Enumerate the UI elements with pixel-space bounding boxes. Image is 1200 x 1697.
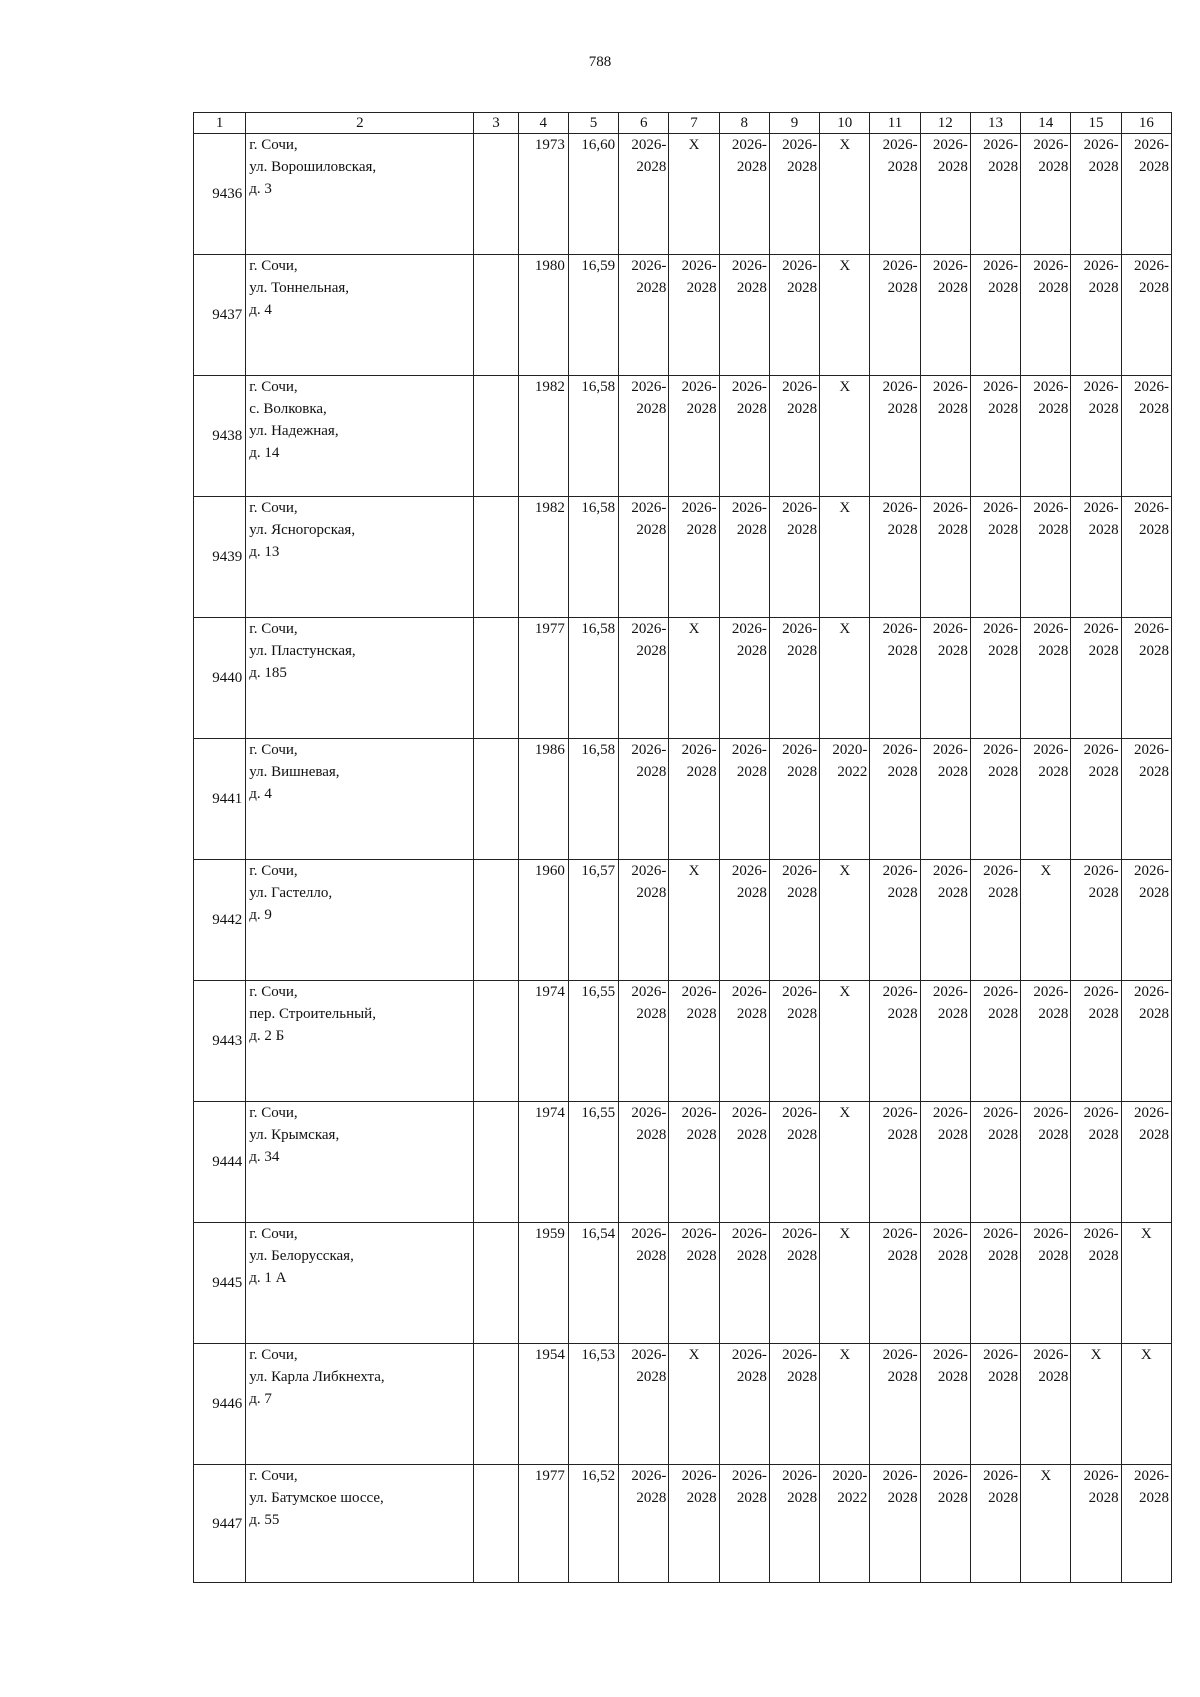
- period-cell: 2026- 2028: [970, 1465, 1020, 1583]
- period-cell: 2026- 2028: [769, 981, 819, 1102]
- address-line: д. 3: [249, 181, 272, 197]
- address-line: г. Сочи,: [249, 1105, 298, 1121]
- column-header-13: 13: [970, 113, 1020, 134]
- period-cell: [669, 618, 719, 739]
- address-line: д. 4: [249, 302, 272, 318]
- x-mark: X: [839, 1105, 851, 1121]
- value-cell: 16,57: [568, 860, 618, 981]
- period-cell: 2026- 2028: [769, 1102, 819, 1223]
- period-cell: 2026- 2028: [1121, 1465, 1171, 1583]
- column-header-14: 14: [1021, 113, 1071, 134]
- period-cell: [820, 497, 870, 618]
- column-header-15: 15: [1071, 113, 1121, 134]
- table-row: [194, 860, 1172, 981]
- address-cell: [246, 618, 474, 739]
- address-cell: [246, 739, 474, 860]
- period-cell: 2026- 2028: [970, 1102, 1020, 1223]
- period-cell: 2026- 2028: [719, 376, 769, 497]
- column-header-4: 4: [518, 113, 568, 134]
- x-mark: X: [839, 984, 851, 1000]
- period-cell: 2026- 2028: [769, 1344, 819, 1465]
- address-line: с. Волковка,: [249, 401, 327, 417]
- period-cell: 2026- 2028: [719, 255, 769, 376]
- address-line: д. 1 А: [249, 1270, 287, 1286]
- period-cell: [1021, 1465, 1071, 1583]
- table-body: [194, 134, 1172, 1583]
- period-cell: 2026- 2028: [920, 1465, 970, 1583]
- period-cell: 2026- 2028: [870, 1223, 920, 1344]
- value-cell: 16,55: [568, 1102, 618, 1223]
- year-cell: 1974: [518, 1102, 568, 1223]
- table-row: [194, 1465, 1172, 1583]
- address-line: ул. Карла Либкнехта,: [249, 1369, 385, 1385]
- address-line: ул. Ворошиловская,: [249, 159, 377, 175]
- x-mark: X: [688, 863, 700, 879]
- period-cell: [1071, 1344, 1121, 1465]
- column-header-1: 1: [194, 113, 246, 134]
- period-cell: 2026- 2028: [920, 860, 970, 981]
- period-cell: 2026- 2028: [769, 618, 819, 739]
- period-cell: [820, 134, 870, 255]
- row-number: 9442: [194, 860, 246, 981]
- period-cell: 2026- 2028: [1121, 739, 1171, 860]
- period-cell: 2026- 2028: [920, 376, 970, 497]
- empty-cell: [474, 1465, 518, 1583]
- x-mark: X: [839, 621, 851, 637]
- period-cell: 2026- 2028: [769, 1465, 819, 1583]
- column-header-8: 8: [719, 113, 769, 134]
- period-cell: [820, 255, 870, 376]
- address-cell: [246, 860, 474, 981]
- period-cell: 2026- 2028: [870, 981, 920, 1102]
- empty-cell: [474, 860, 518, 981]
- value-cell: 16,53: [568, 1344, 618, 1465]
- period-cell: 2026- 2028: [1071, 134, 1121, 255]
- row-number: 9443: [194, 981, 246, 1102]
- period-cell: 2026- 2028: [619, 739, 669, 860]
- period-cell: 2026- 2028: [1121, 376, 1171, 497]
- period-cell: 2026- 2028: [870, 860, 920, 981]
- period-cell: 2026- 2028: [619, 618, 669, 739]
- x-mark: X: [1040, 1468, 1052, 1484]
- period-cell: 2026- 2028: [719, 1102, 769, 1223]
- address-line: ул. Ясногорская,: [249, 522, 356, 538]
- x-mark: X: [688, 1347, 700, 1363]
- period-cell: 2026- 2028: [719, 1223, 769, 1344]
- period-cell: 2026- 2028: [970, 860, 1020, 981]
- x-mark: X: [1140, 1347, 1152, 1363]
- period-cell: 2026- 2028: [619, 255, 669, 376]
- address-line: г. Сочи,: [249, 621, 298, 637]
- address-cell: [246, 1465, 474, 1583]
- column-header-3: 3: [474, 113, 518, 134]
- period-cell: [1121, 1223, 1171, 1344]
- empty-cell: [474, 1344, 518, 1465]
- address-line: ул. Гастелло,: [249, 885, 333, 901]
- year-cell: 1980: [518, 255, 568, 376]
- address-line: д. 2 Б: [249, 1028, 285, 1044]
- period-cell: 2026- 2028: [920, 255, 970, 376]
- row-number: 9447: [194, 1465, 246, 1583]
- period-cell: 2026- 2028: [1121, 497, 1171, 618]
- empty-cell: [474, 376, 518, 497]
- address-line: г. Сочи,: [249, 863, 298, 879]
- x-mark: X: [839, 258, 851, 274]
- row-number: 9439: [194, 497, 246, 618]
- period-cell: 2026- 2028: [920, 618, 970, 739]
- year-cell: 1959: [518, 1223, 568, 1344]
- period-cell: [820, 860, 870, 981]
- period-cell: 2026- 2028: [669, 376, 719, 497]
- period-cell: 2026- 2028: [719, 1465, 769, 1583]
- period-cell: 2026- 2028: [970, 739, 1020, 860]
- period-cell: 2026- 2028: [619, 1465, 669, 1583]
- row-number: 9441: [194, 739, 246, 860]
- period-cell: 2026- 2028: [619, 376, 669, 497]
- period-cell: 2026- 2028: [769, 497, 819, 618]
- x-mark: X: [839, 863, 851, 879]
- period-cell: 2026- 2028: [970, 1344, 1020, 1465]
- empty-cell: [474, 1102, 518, 1223]
- table-row: [194, 618, 1172, 739]
- period-cell: 2026- 2028: [769, 1223, 819, 1344]
- period-cell: [820, 618, 870, 739]
- address-cell: [246, 1223, 474, 1344]
- period-cell: 2026- 2028: [769, 376, 819, 497]
- x-mark: X: [1090, 1347, 1102, 1363]
- row-number: 9440: [194, 618, 246, 739]
- table-row: [194, 1223, 1172, 1344]
- empty-cell: [474, 255, 518, 376]
- address-line: г. Сочи,: [249, 742, 298, 758]
- period-cell: 2026- 2028: [719, 860, 769, 981]
- period-cell: 2026- 2028: [719, 981, 769, 1102]
- period-cell: 2026- 2028: [1071, 981, 1121, 1102]
- address-line: г. Сочи,: [249, 258, 298, 274]
- address-line: ул. Батумское шоссе,: [249, 1490, 384, 1506]
- address-line: д. 4: [249, 786, 272, 802]
- x-mark: X: [688, 137, 700, 153]
- year-cell: 1973: [518, 134, 568, 255]
- repair-schedule-table: [193, 112, 1172, 1583]
- x-mark: X: [839, 137, 851, 153]
- period-cell: 2026- 2028: [1121, 618, 1171, 739]
- period-cell: 2026- 2028: [669, 1102, 719, 1223]
- table-row: [194, 1344, 1172, 1465]
- period-cell: 2026- 2028: [669, 1223, 719, 1344]
- period-cell: 2026- 2028: [669, 1465, 719, 1583]
- period-cell: 2026- 2028: [669, 497, 719, 618]
- column-header-12: 12: [920, 113, 970, 134]
- period-cell: 2026- 2028: [1021, 134, 1071, 255]
- address-line: ул. Пластунская,: [249, 643, 356, 659]
- table-row: [194, 497, 1172, 618]
- period-cell: 2026- 2028: [870, 739, 920, 860]
- address-line: г. Сочи,: [249, 137, 298, 153]
- table-row: [194, 981, 1172, 1102]
- period-cell: [820, 1102, 870, 1223]
- empty-cell: [474, 1223, 518, 1344]
- period-cell: 2026- 2028: [1071, 1223, 1121, 1344]
- period-cell: 2026- 2028: [870, 497, 920, 618]
- value-cell: 16,58: [568, 739, 618, 860]
- address-line: д. 13: [249, 544, 280, 560]
- address-line: д. 14: [249, 445, 280, 461]
- period-cell: 2026- 2028: [619, 981, 669, 1102]
- period-cell: [820, 376, 870, 497]
- period-cell: 2026- 2028: [870, 1102, 920, 1223]
- period-cell: 2026- 2028: [769, 739, 819, 860]
- period-cell: 2026- 2028: [1071, 255, 1121, 376]
- address-cell: [246, 1344, 474, 1465]
- period-cell: 2026- 2028: [870, 618, 920, 739]
- period-cell: 2026- 2028: [1021, 981, 1071, 1102]
- period-cell: 2026- 2028: [970, 1223, 1020, 1344]
- period-cell: [669, 1344, 719, 1465]
- period-cell: 2026- 2028: [1071, 1102, 1121, 1223]
- period-cell: 2026- 2028: [719, 497, 769, 618]
- address-cell: [246, 981, 474, 1102]
- period-cell: 2026- 2028: [920, 1344, 970, 1465]
- address-line: ул. Вишневая,: [249, 764, 340, 780]
- year-cell: 1986: [518, 739, 568, 860]
- row-number: 9437: [194, 255, 246, 376]
- period-cell: 2026- 2028: [920, 497, 970, 618]
- value-cell: 16,54: [568, 1223, 618, 1344]
- period-cell: [1021, 860, 1071, 981]
- period-cell: 2026- 2028: [719, 618, 769, 739]
- value-cell: 16,55: [568, 981, 618, 1102]
- address-line: ул. Тоннельная,: [249, 280, 349, 296]
- period-cell: 2026- 2028: [970, 255, 1020, 376]
- period-cell: 2026- 2028: [769, 860, 819, 981]
- period-cell: 2026- 2028: [719, 134, 769, 255]
- table-row: [194, 1102, 1172, 1223]
- period-cell: 2026- 2028: [1071, 1465, 1121, 1583]
- period-cell: 2026- 2028: [1071, 860, 1121, 981]
- period-cell: 2026- 2028: [970, 981, 1020, 1102]
- period-cell: 2026- 2028: [1021, 618, 1071, 739]
- address-line: г. Сочи,: [249, 1347, 298, 1363]
- x-mark: X: [688, 621, 700, 637]
- address-cell: [246, 134, 474, 255]
- period-cell: 2026- 2028: [769, 255, 819, 376]
- address-line: г. Сочи,: [249, 984, 298, 1000]
- period-cell: 2026- 2028: [669, 981, 719, 1102]
- address-line: д. 34: [249, 1149, 280, 1165]
- period-cell: [820, 1344, 870, 1465]
- empty-cell: [474, 497, 518, 618]
- period-cell: [669, 134, 719, 255]
- empty-cell: [474, 981, 518, 1102]
- address-line: д. 55: [249, 1512, 280, 1528]
- period-cell: 2026- 2028: [920, 739, 970, 860]
- address-line: г. Сочи,: [249, 1226, 298, 1242]
- period-cell: 2026- 2028: [1121, 255, 1171, 376]
- period-cell: 2026- 2028: [669, 739, 719, 860]
- period-cell: 2026- 2028: [619, 1102, 669, 1223]
- period-cell: 2026- 2028: [619, 497, 669, 618]
- period-cell: 2026- 2028: [970, 134, 1020, 255]
- x-mark: X: [1140, 1226, 1152, 1242]
- empty-cell: [474, 618, 518, 739]
- table-row: [194, 134, 1172, 255]
- address-line: г. Сочи,: [249, 1468, 298, 1484]
- empty-cell: [474, 739, 518, 860]
- period-cell: 2026- 2028: [1121, 860, 1171, 981]
- address-line: д. 9: [249, 907, 272, 923]
- address-line: д. 7: [249, 1391, 272, 1407]
- column-header-10: 10: [820, 113, 870, 134]
- column-header-11: 11: [870, 113, 920, 134]
- period-cell: 2026- 2028: [769, 134, 819, 255]
- period-cell: 2026- 2028: [1021, 497, 1071, 618]
- address-line: г. Сочи,: [249, 379, 298, 395]
- period-cell: 2026- 2028: [920, 981, 970, 1102]
- address-line: ул. Надежная,: [249, 423, 339, 439]
- table-row: [194, 255, 1172, 376]
- period-cell: [669, 860, 719, 981]
- x-mark: X: [839, 1226, 851, 1242]
- period-cell: 2026- 2028: [970, 497, 1020, 618]
- period-cell: 2026- 2028: [920, 1102, 970, 1223]
- empty-cell: [474, 134, 518, 255]
- year-cell: 1977: [518, 618, 568, 739]
- period-cell: 2026- 2028: [1121, 981, 1171, 1102]
- column-header-9: 9: [769, 113, 819, 134]
- period-cell: 2026- 2028: [920, 134, 970, 255]
- year-cell: 1977: [518, 1465, 568, 1583]
- period-cell: 2026- 2028: [1021, 255, 1071, 376]
- address-line: ул. Крымская,: [249, 1127, 340, 1143]
- value-cell: 16,58: [568, 376, 618, 497]
- value-cell: 16,60: [568, 134, 618, 255]
- year-cell: 1960: [518, 860, 568, 981]
- year-cell: 1982: [518, 497, 568, 618]
- address-line: г. Сочи,: [249, 500, 298, 516]
- period-cell: 2026- 2028: [970, 618, 1020, 739]
- period-cell: [820, 981, 870, 1102]
- period-cell: 2026- 2028: [970, 376, 1020, 497]
- period-cell: [820, 1223, 870, 1344]
- period-cell: 2020- 2022: [820, 1465, 870, 1583]
- period-cell: 2026- 2028: [1121, 134, 1171, 255]
- period-cell: 2026- 2028: [870, 1465, 920, 1583]
- period-cell: 2026- 2028: [870, 134, 920, 255]
- period-cell: 2026- 2028: [1021, 376, 1071, 497]
- value-cell: 16,59: [568, 255, 618, 376]
- column-number-header-row: [194, 113, 1172, 134]
- period-cell: 2026- 2028: [1121, 1102, 1171, 1223]
- period-cell: 2026- 2028: [719, 739, 769, 860]
- period-cell: 2026- 2028: [1021, 1344, 1071, 1465]
- address-cell: [246, 1102, 474, 1223]
- address-cell: [246, 497, 474, 618]
- value-cell: 16,58: [568, 618, 618, 739]
- period-cell: 2026- 2028: [1071, 376, 1121, 497]
- period-cell: 2026- 2028: [669, 255, 719, 376]
- period-cell: [1121, 1344, 1171, 1465]
- period-cell: 2020- 2022: [820, 739, 870, 860]
- period-cell: 2026- 2028: [870, 255, 920, 376]
- year-cell: 1974: [518, 981, 568, 1102]
- table-row: [194, 376, 1172, 497]
- period-cell: 2026- 2028: [1071, 739, 1121, 860]
- x-mark: X: [839, 379, 851, 395]
- column-header-7: 7: [669, 113, 719, 134]
- period-cell: 2026- 2028: [619, 1223, 669, 1344]
- x-mark: X: [1040, 863, 1052, 879]
- period-cell: 2026- 2028: [1021, 739, 1071, 860]
- period-cell: 2026- 2028: [1071, 618, 1121, 739]
- address-cell: [246, 255, 474, 376]
- value-cell: 16,52: [568, 1465, 618, 1583]
- period-cell: 2026- 2028: [870, 376, 920, 497]
- period-cell: 2026- 2028: [619, 1344, 669, 1465]
- column-header-5: 5: [568, 113, 618, 134]
- row-number: 9445: [194, 1223, 246, 1344]
- x-mark: X: [839, 1347, 851, 1363]
- address-line: ул. Белорусская,: [249, 1248, 354, 1264]
- value-cell: 16,58: [568, 497, 618, 618]
- address-cell: [246, 376, 474, 497]
- period-cell: 2026- 2028: [619, 134, 669, 255]
- column-header-2: 2: [246, 113, 474, 134]
- period-cell: 2026- 2028: [619, 860, 669, 981]
- year-cell: 1954: [518, 1344, 568, 1465]
- year-cell: 1982: [518, 376, 568, 497]
- period-cell: 2026- 2028: [870, 1344, 920, 1465]
- row-number: 9436: [194, 134, 246, 255]
- period-cell: 2026- 2028: [1071, 497, 1121, 618]
- table-row: [194, 739, 1172, 860]
- x-mark: X: [839, 500, 851, 516]
- address-line: пер. Строительный,: [249, 1006, 376, 1022]
- row-number: 9446: [194, 1344, 246, 1465]
- period-cell: 2026- 2028: [1021, 1102, 1071, 1223]
- address-line: д. 185: [249, 665, 287, 681]
- period-cell: 2026- 2028: [920, 1223, 970, 1344]
- period-cell: 2026- 2028: [1021, 1223, 1071, 1344]
- period-cell: 2026- 2028: [719, 1344, 769, 1465]
- column-header-6: 6: [619, 113, 669, 134]
- row-number: 9438: [194, 376, 246, 497]
- column-header-16: 16: [1121, 113, 1171, 134]
- page-number: 788: [588, 54, 612, 70]
- row-number: 9444: [194, 1102, 246, 1223]
